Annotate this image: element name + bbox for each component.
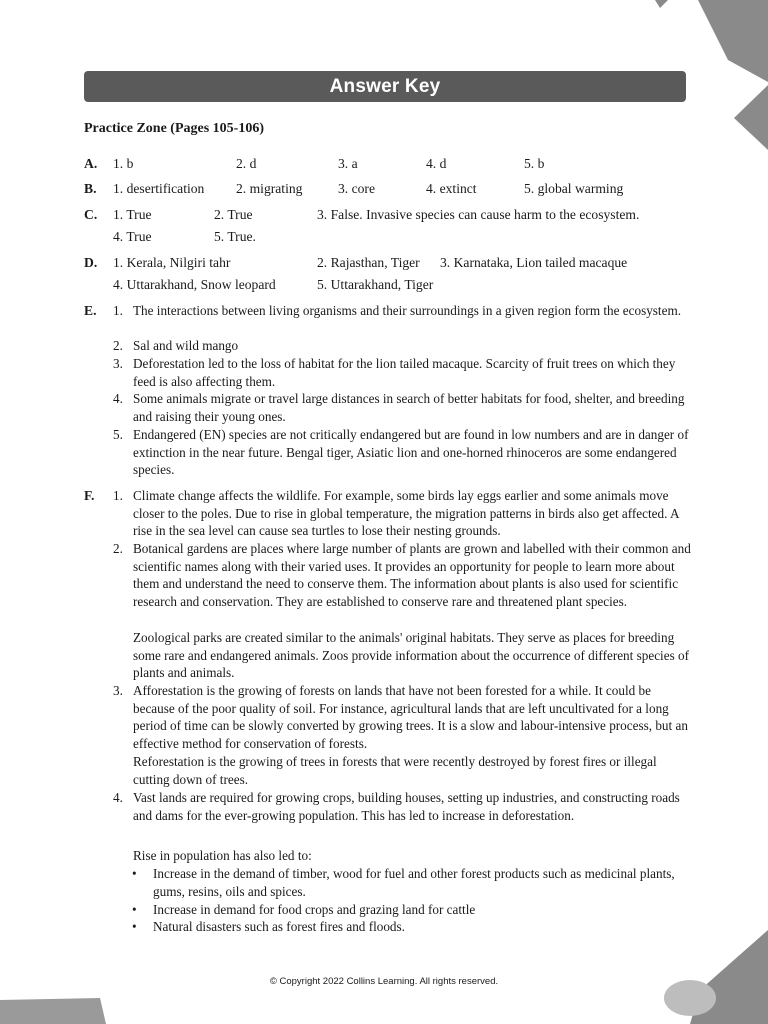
bullet-1: • [132, 866, 137, 881]
answer-c4: 4. True [113, 229, 152, 244]
answer-e4-number: 4. [113, 391, 123, 406]
answer-b4: 4. extinct [426, 181, 477, 196]
answer-d5: 5. Uttarakhand, Tiger [317, 277, 434, 292]
answer-f1-number: 1. [113, 488, 123, 503]
answer-e3-number: 3. [113, 356, 123, 371]
section-d-letter: D. [84, 255, 98, 270]
answer-e3-text: Deforestation led to the loss of habitat for the lion tailed macaque. Scarcity of fruit trees on which they feed is also affecting them. [133, 356, 676, 389]
answer-f4-text: Vast lands are required for growing crops, building houses, setting up industries, and constructing roads and dams for the ever-growing population. This has led to increase in deforestation. [133, 790, 680, 823]
answer-c2: 2. True [214, 207, 253, 222]
answer-a3: 3. a [338, 156, 358, 171]
answer-f4-text-population: Rise in population has also led to: [133, 848, 312, 863]
bullet-2: • [132, 902, 137, 917]
answer-e5-number: 5. [113, 427, 123, 442]
answer-b1: 1. desertification [113, 181, 205, 196]
answer-b3: 3. core [338, 181, 375, 196]
section-e-letter: E. [84, 303, 97, 318]
answer-b5: 5. global warming [524, 181, 624, 196]
answer-b2: 2. migrating [236, 181, 303, 196]
answer-e5-text: Endangered (EN) species are not critically endangered but are found in low numbers and are in danger of extinction in the near future. Bengal tiger, Asiatic lion and one-horned rhinoceros are some endangered species. [133, 427, 689, 478]
answer-f2-number: 2. [113, 541, 123, 556]
copyright-footer: © Copyright 2022 Collins Learning. All rights reserved. [269, 976, 499, 987]
answer-c3: 3. False. Invasive species can cause harm to the ecosystem. [317, 207, 640, 222]
section-f-letter: F. [84, 488, 95, 503]
answer-c5: 5. True. [214, 229, 256, 244]
answer-e2-text: Sal and wild mango [133, 338, 239, 353]
bullet-2-text: Increase in demand for food crops and grazing land for cattle [153, 902, 476, 917]
bullet-3-text: Natural disasters such as forest fires and floods. [153, 919, 405, 934]
answer-d4: 4. Uttarakhand, Snow leopard [113, 277, 276, 292]
answer-c1: 1. True [113, 207, 152, 222]
answer-e1-number: 1. [113, 303, 123, 318]
answer-a5: 5. b [524, 156, 545, 171]
answer-a1: 1. b [113, 156, 134, 171]
answer-e4-text: Some animals migrate or travel large distances in search of better habitats for food, shelter, and breeding and raising their young ones. [133, 391, 685, 424]
answer-a4: 4. d [426, 156, 447, 171]
answer-f3-text-reforestation: Reforestation is the growing of trees in forests that were recently destroyed by forest fires or illegal cutting down of trees. [133, 754, 657, 787]
answer-d3: 3. Karnataka, Lion tailed macaque [440, 255, 628, 270]
section-title: Practice Zone (Pages 105-106) [84, 121, 264, 136]
answer-key-header [84, 71, 686, 102]
answer-d1: 1. Kerala, Nilgiri tahr [113, 255, 231, 270]
page-title: Answer Key [329, 75, 441, 97]
answer-e2-number: 2. [113, 338, 123, 353]
bullet-1-text: Increase in the demand of timber, wood for fuel and other forest products such as medicinal plants, gums, resins, oils and spices. [153, 866, 675, 899]
answer-f3-text: Afforestation is the growing of forests on lands that have not been forested for a while. It could be because of the poor quality of soil. For instance, agricultural lands that are left uncultivated for a long period of time can be slowly converted by growing trees. It is a slow and labour-intensive process, but an effective method for conservation of forests. [133, 683, 688, 751]
bullet-3: • [132, 919, 137, 934]
answer-e1-text: The interactions between living organisms and their surroundings in a given region form the ecosystem. [133, 303, 682, 318]
answer-a2: 2. d [236, 156, 257, 171]
answer-d2: 2. Rajasthan, Tiger [317, 255, 420, 270]
section-a-letter: A. [84, 156, 98, 171]
answer-f4-number: 4. [113, 790, 123, 805]
answer-f2-text: Botanical gardens are places where large number of plants are grown and labelled with their common and scientific names along with their varied uses. It provides an opportunity for people to learn more about them and understand the need to conserve them. The information about plants is also used for scientific research and conservation. They are established to conserve rare and threatened plant species. [133, 541, 691, 609]
answer-f1-text: Climate change affects the wildlife. For example, some birds lay eggs earlier and some animals move closer to the poles. Due to rise in global temperature, the migration patterns in birds also get affected. A rise in the sea level can cause sea turtles to lose their nesting grounds. [133, 488, 679, 539]
section-b-letter: B. [84, 181, 97, 196]
section-c-letter: C. [84, 207, 98, 222]
answer-f2-text-zoo: Zoological parks are created similar to the animals' original habitats. They serve as places for breeding some rare and endangered animals. Zoos provide information about the occurrence of different species of plants and animals. [133, 630, 689, 681]
answer-f3-number: 3. [113, 683, 123, 698]
